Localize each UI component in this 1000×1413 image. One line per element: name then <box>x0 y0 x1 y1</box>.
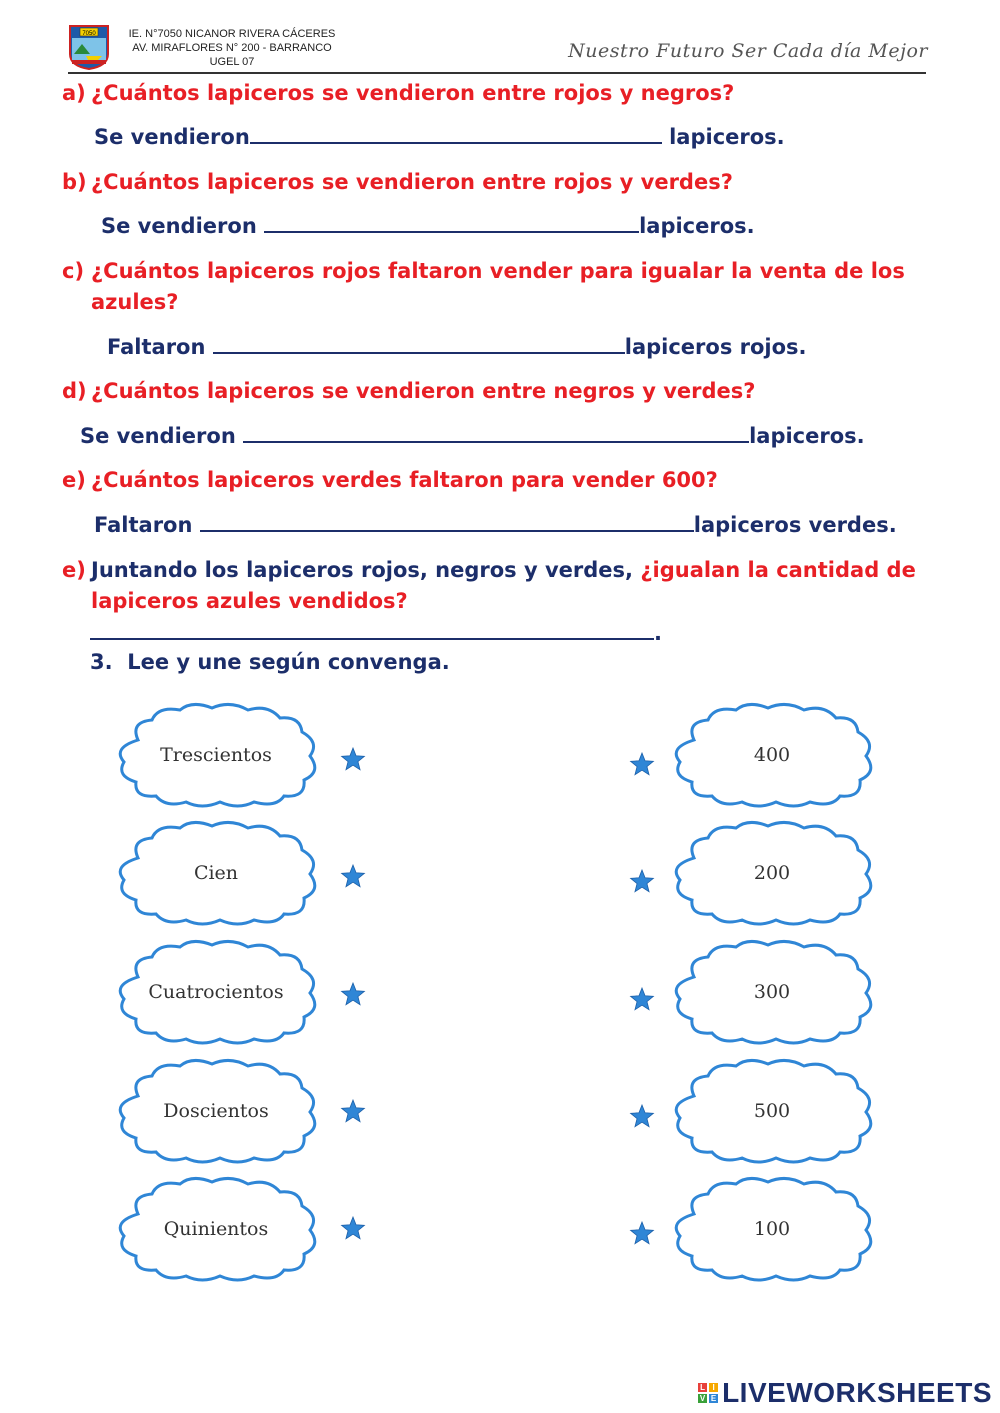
question-a <box>62 78 734 109</box>
star-right-5-icon[interactable] <box>629 1221 655 1247</box>
logo-text: 7050 <box>82 31 96 37</box>
liveworksheets-text: LIVEWORKSHEETS <box>722 1377 992 1408</box>
star-shape <box>342 748 365 770</box>
star-shape <box>342 865 365 887</box>
star-shape <box>342 1100 365 1122</box>
cloud-right-3[interactable] <box>664 937 880 1047</box>
answer-blank[interactable] <box>90 620 654 640</box>
star-left-1-icon[interactable] <box>340 747 366 773</box>
school-logo <box>68 24 110 70</box>
cloud-left-4[interactable] <box>108 1056 324 1166</box>
question-label: e) <box>62 468 86 492</box>
star-right-3-icon[interactable] <box>629 987 655 1013</box>
cloud-label: Doscientos <box>163 1100 269 1122</box>
answer-blank[interactable] <box>250 124 662 144</box>
question-text: ¿Cuántos lapiceros verdes faltaron para vender 600? <box>91 468 718 492</box>
answer-suffix: lapiceros rojos. <box>624 335 807 359</box>
question-e2 <box>62 555 916 617</box>
answer-e <box>94 510 897 540</box>
cloud-label: Quinientos <box>163 1218 269 1240</box>
answer-blank[interactable] <box>200 512 694 532</box>
question-text-line1: ¿Cuántos lapiceros rojos faltaron vender para igualar la venta de los <box>91 259 905 283</box>
answer-suffix: lapiceros verdes. <box>693 513 897 537</box>
star-left-3-icon[interactable] <box>340 982 366 1008</box>
answer-e2 <box>90 618 662 648</box>
question-e <box>62 465 718 496</box>
answer-blank[interactable] <box>213 334 625 354</box>
cloud-label: 400 <box>753 744 791 766</box>
answer-prefix: Se vendieron <box>94 125 250 149</box>
star-right-2-icon[interactable] <box>629 869 655 895</box>
cloud-left-1[interactable] <box>108 700 324 810</box>
star-left-2-icon[interactable] <box>340 864 366 890</box>
cloud-label: 100 <box>753 1218 791 1240</box>
liveworksheets-logo <box>698 1376 992 1410</box>
liveworksheets-icon <box>698 1383 718 1403</box>
answer-suffix: . <box>654 621 662 645</box>
cloud-left-3[interactable] <box>108 937 324 1047</box>
school-info <box>112 27 352 69</box>
star-shape <box>342 1217 365 1239</box>
answer-c <box>107 332 807 362</box>
answer-suffix: lapiceros. <box>749 424 865 448</box>
question-label: e) <box>62 558 86 582</box>
answer-prefix: Se vendieron <box>80 424 244 448</box>
cloud-right-2[interactable] <box>664 818 880 928</box>
answer-prefix: Se vendieron <box>101 214 265 238</box>
star-shape <box>631 753 654 775</box>
question-text-line2: azules? <box>91 290 179 314</box>
star-left-5-icon[interactable] <box>340 1216 366 1242</box>
section-title: Lee y une según convenga. <box>127 650 450 674</box>
answer-suffix: lapiceros. <box>661 125 785 149</box>
star-shape <box>631 988 654 1010</box>
answer-blank[interactable] <box>243 423 749 443</box>
question-text-part1: Juntando los lapiceros rojos, negros y verdes, <box>91 558 641 582</box>
section-3-title <box>90 650 450 674</box>
section-number: 3. <box>90 650 113 674</box>
question-text-line2: lapiceros azules vendidos? <box>91 589 408 613</box>
school-motto: Nuestro Futuro Ser Cada día Mejor <box>568 40 928 62</box>
answer-prefix: Faltaron <box>107 335 213 359</box>
answer-b <box>101 211 755 241</box>
answer-d <box>80 421 865 451</box>
question-d <box>62 376 755 407</box>
star-shape <box>631 1105 654 1127</box>
cloud-left-5[interactable] <box>108 1174 324 1284</box>
question-label: a) <box>62 81 86 105</box>
answer-blank[interactable] <box>264 213 639 233</box>
question-b <box>62 167 733 198</box>
header-divider <box>68 72 926 74</box>
cloud-right-5[interactable] <box>664 1174 880 1284</box>
star-right-4-icon[interactable] <box>629 1104 655 1130</box>
answer-a <box>94 122 785 152</box>
school-name: IE. N°7050 NICANOR RIVERA CÁCERES <box>128 28 336 40</box>
star-shape <box>631 1222 654 1244</box>
question-c <box>62 256 905 318</box>
cloud-label: Trescientos <box>160 744 272 766</box>
star-left-4-icon[interactable] <box>340 1099 366 1125</box>
cloud-left-2[interactable] <box>108 818 324 928</box>
cloud-right-1[interactable] <box>664 700 880 810</box>
question-text: ¿Cuántos lapiceros se vendieron entre rojos y negros? <box>91 81 735 105</box>
icon-letter: E <box>710 1394 717 1403</box>
school-address: AV. MIRAFLORES N° 200 - BARRANCO <box>132 42 332 54</box>
star-shape <box>342 983 365 1005</box>
icon-letter: L <box>698 1383 707 1392</box>
question-text: ¿Cuántos lapiceros se vendieron entre rojos y verdes? <box>91 170 733 194</box>
question-label: c) <box>62 259 85 283</box>
question-label: d) <box>62 379 87 403</box>
answer-suffix: lapiceros. <box>639 214 755 238</box>
icon-letter: V <box>699 1394 706 1403</box>
icon-letter: I <box>709 1383 718 1392</box>
question-text-part2: ¿igualan la cantidad de <box>640 558 916 582</box>
cloud-label: 200 <box>753 862 791 884</box>
page-header <box>0 0 1000 80</box>
question-label: b) <box>62 170 87 194</box>
cloud-label: Cien <box>193 862 239 884</box>
cloud-label: Cuatrocientos <box>148 981 284 1003</box>
cloud-right-4[interactable] <box>664 1056 880 1166</box>
cloud-label: 500 <box>753 1100 791 1122</box>
cloud-label: 300 <box>753 981 791 1003</box>
question-text: ¿Cuántos lapiceros se vendieron entre negros y verdes? <box>91 379 756 403</box>
star-right-1-icon[interactable] <box>629 752 655 778</box>
school-ugel: UGEL 07 <box>209 56 255 68</box>
star-shape <box>631 870 654 892</box>
answer-prefix: Faltaron <box>94 513 200 537</box>
